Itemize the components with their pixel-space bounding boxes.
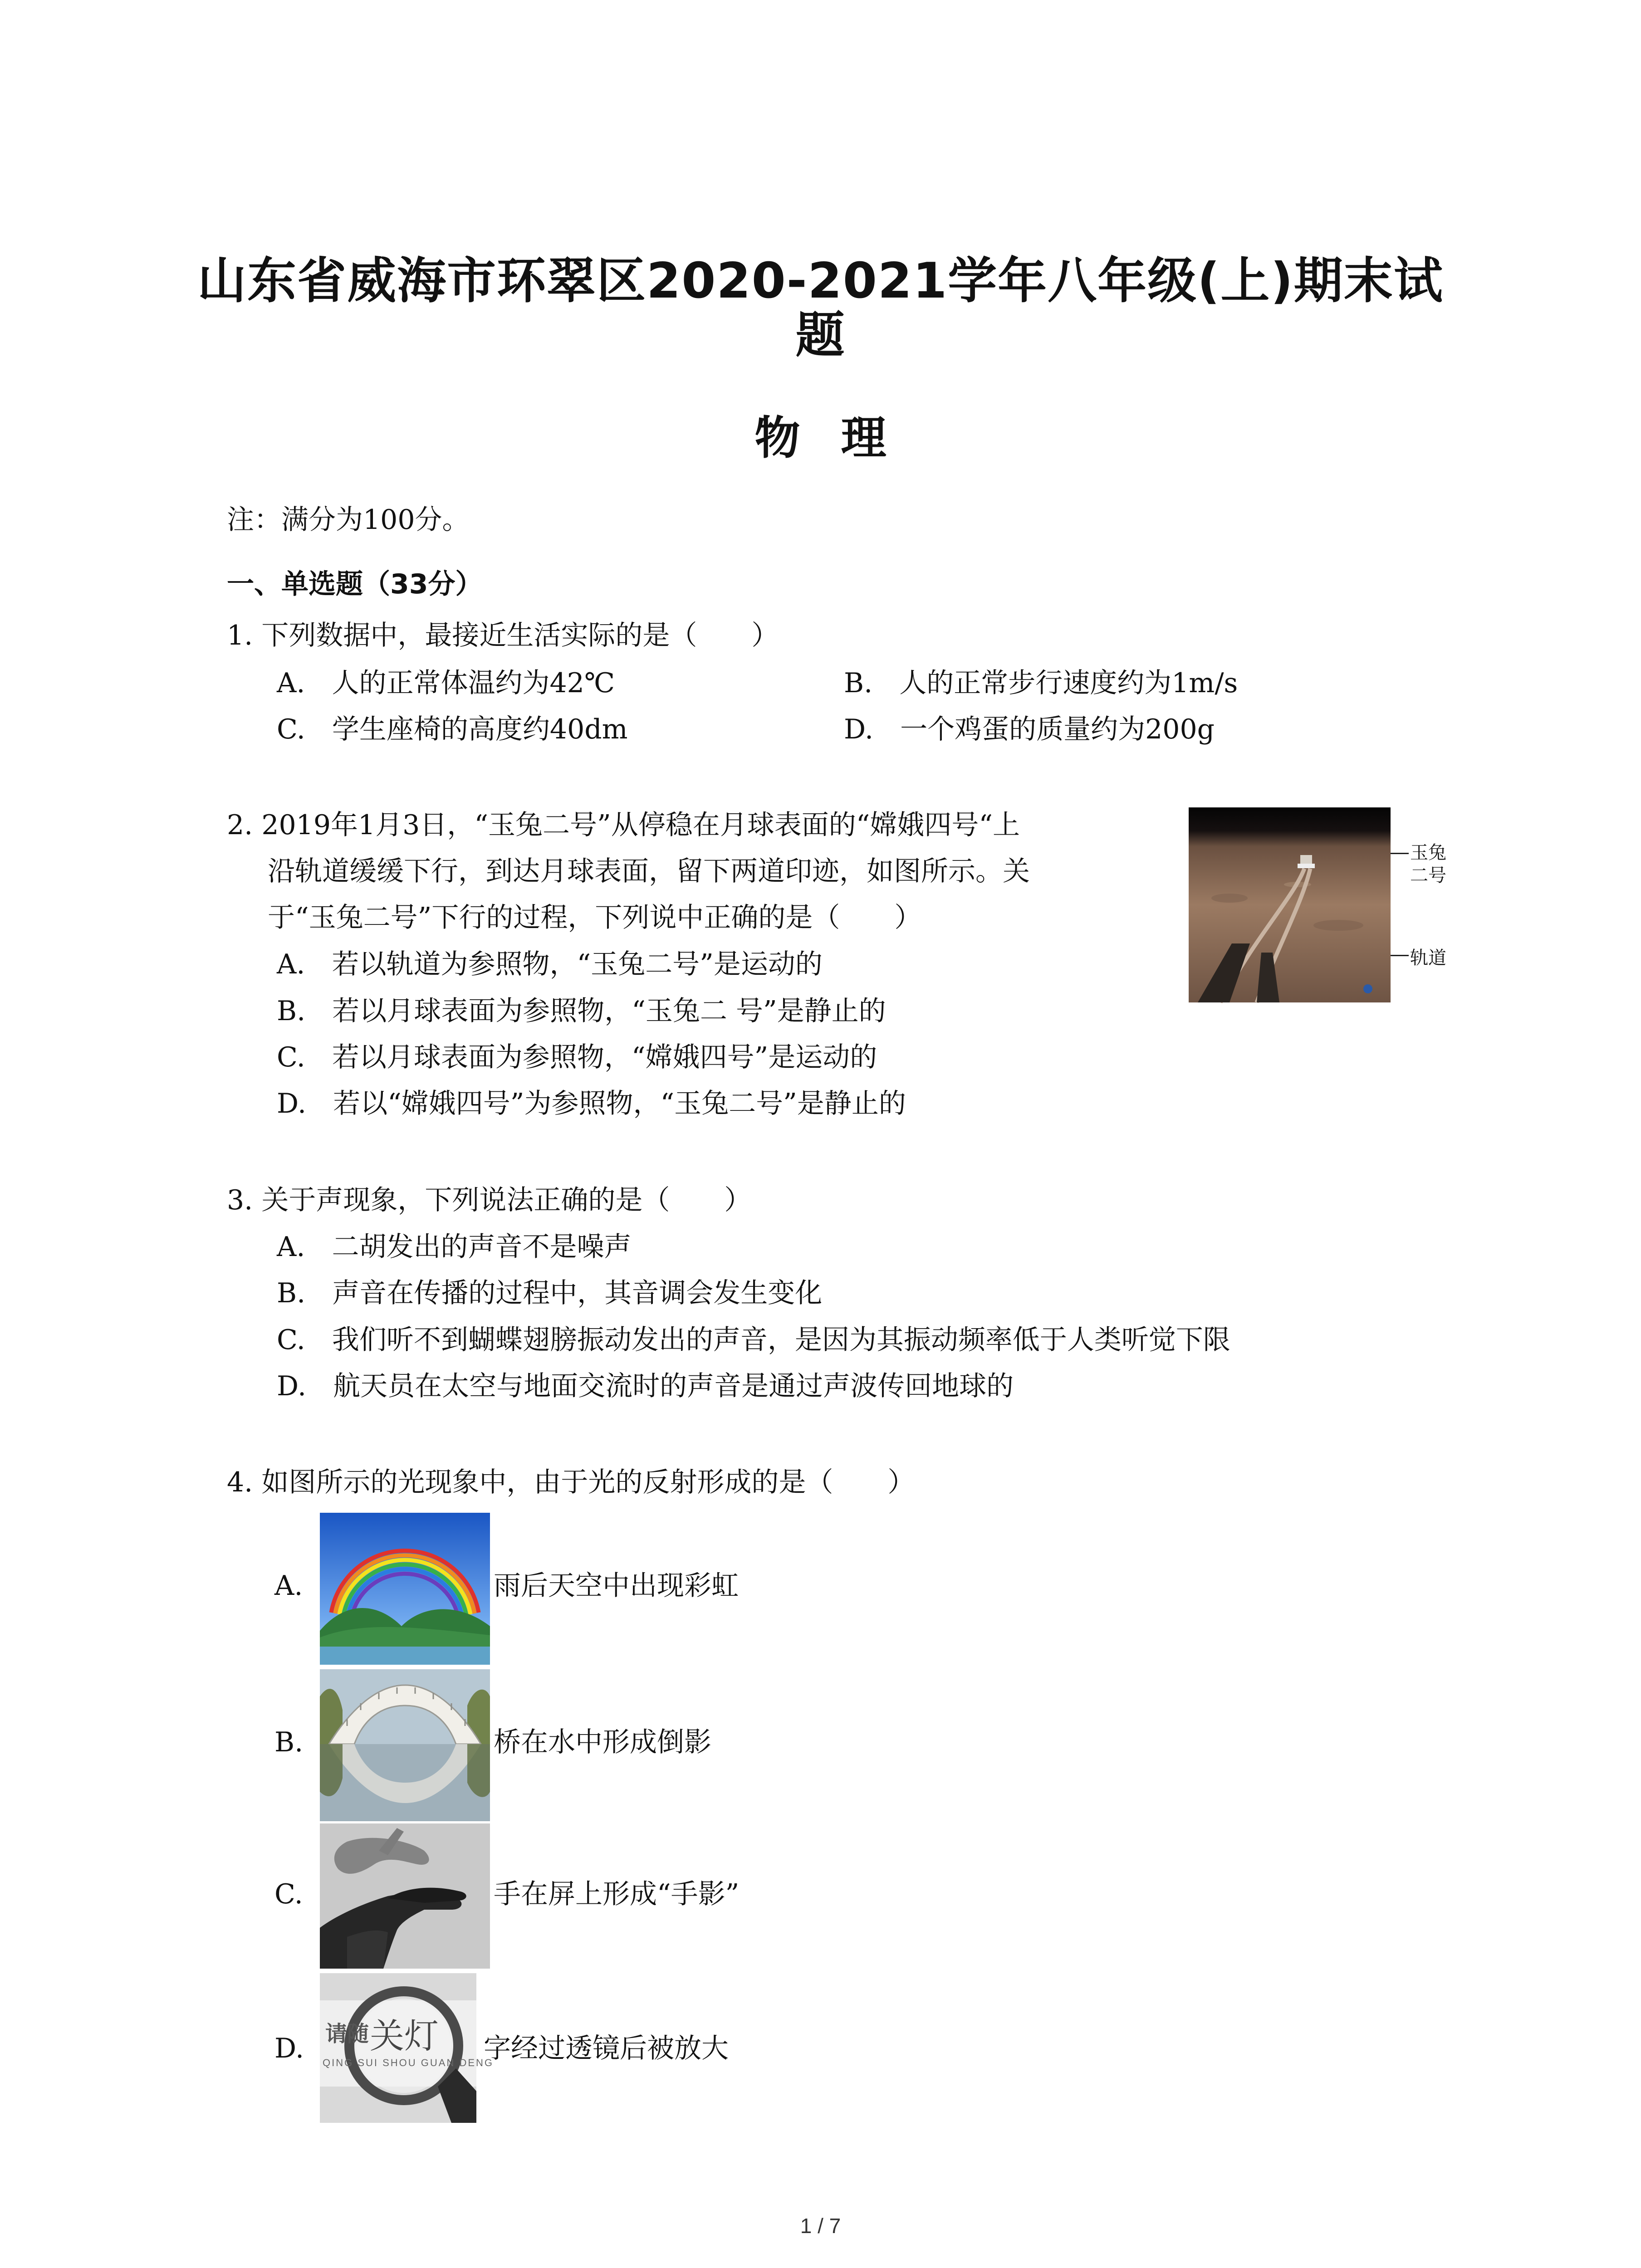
q1-option-c[interactable] — [277, 713, 628, 746]
moon-rover-figure — [1189, 807, 1391, 1002]
question-2-stem-line1: 2. 2019年1月3日，“玉兔二号”从停稳在月球表面的“嫦娥四号“上 — [227, 809, 1020, 841]
page-title: 山东省威海市环翠区2020-2021学年八年级(上)期末试 — [197, 253, 1444, 309]
option-text: 若以月球表面为参照物，“玉兔二 号”是静止的 — [332, 995, 886, 1027]
sign-pinyin: QING SUI SHOU GUAN DENG — [323, 2057, 494, 2068]
option-text: 二胡发出的声音不是噪声 — [332, 1231, 632, 1263]
option-label: A. — [277, 948, 305, 980]
question-2-stem-line2: 沿轨道缓缓下行，到达月球表面，留下两道印迹，如图所示。关 — [268, 855, 1030, 887]
hand-shadow-photo-icon — [320, 1823, 490, 1969]
question-2-stem-line3: 于“玉兔二号”下行的过程，下列说中正确的是（ ） — [268, 902, 922, 934]
option-text: 一个鸡蛋的质量约为200g — [900, 714, 1215, 745]
option-text: 人的正常步行速度约为1m/s — [899, 667, 1238, 699]
magnifier-photo-icon — [320, 1973, 494, 2123]
page-title-continued: 题 — [795, 307, 846, 364]
q1-option-a[interactable] — [277, 667, 615, 699]
option-label: D. — [277, 1370, 307, 1402]
q2-option-c[interactable] — [277, 1041, 877, 1074]
q4-option-d-label[interactable]: D. — [274, 2033, 304, 2064]
q3-option-d[interactable] — [277, 1370, 1014, 1403]
option-text: 我们听不到蝴蝶翅膀振动发出的声音，是因为其振动频率低于人类听觉下限 — [332, 1324, 1230, 1356]
moon-surface-image — [1189, 807, 1391, 1002]
option-label: B. — [844, 667, 873, 699]
score-note: 注：满分为100分。 — [227, 504, 470, 536]
q4-option-c-text[interactable]: 手在屏上形成“手影” — [494, 1878, 740, 1910]
question-1-stem: 1. 下列数据中，最接近生活实际的是（ ） — [227, 620, 779, 651]
option-text: 若以轨道为参照物，“玉兔二号”是运动的 — [332, 948, 823, 980]
option-label: A. — [277, 1231, 305, 1263]
question-4-stem: 4. 如图所示的光现象中，由于光的反射形成的是（ ） — [227, 1466, 915, 1498]
q2-option-d[interactable] — [277, 1087, 906, 1120]
q4-option-b-text[interactable]: 桥在水中形成倒影 — [494, 1726, 711, 1758]
subject-title: 物理 — [754, 411, 927, 464]
section-heading: 一、单选题（33分） — [227, 568, 483, 600]
page-number: 1 / 7 — [800, 2214, 841, 2238]
q4-option-d-text[interactable]: 字经过透镜后被放大 — [484, 2033, 729, 2064]
q1-option-d[interactable] — [844, 713, 1215, 746]
option-text: 航天员在太空与地面交流时的声音是通过声波传回地球的 — [333, 1370, 1014, 1402]
rover-label-line2: 二号 — [1410, 865, 1446, 885]
rover-label-line1: 玉兔 — [1410, 843, 1446, 863]
q3-option-b[interactable] — [277, 1277, 822, 1310]
q4-option-c-label[interactable]: C. — [274, 1878, 303, 1910]
option-text: 若以“嫦娥四号”为参照物，“玉兔二号”是静止的 — [333, 1088, 906, 1119]
option-label: C. — [277, 714, 305, 745]
track-label: 轨道 — [1410, 948, 1446, 968]
q1-option-b[interactable] — [844, 667, 1238, 699]
option-label: D. — [277, 1088, 307, 1119]
q4-option-a-text[interactable]: 雨后天空中出现彩虹 — [494, 1570, 739, 1602]
rover-label — [1410, 841, 1446, 887]
rainbow-photo-icon — [320, 1513, 490, 1665]
option-text: 人的正常体温约为42℃ — [332, 667, 615, 699]
q2-option-b[interactable] — [277, 995, 886, 1027]
q2-option-a[interactable] — [277, 948, 823, 981]
question-3-stem: 3. 关于声现象，下列说法正确的是（ ） — [227, 1184, 752, 1216]
option-label: B. — [277, 1277, 306, 1309]
q3-option-a[interactable] — [277, 1231, 631, 1263]
rover-pointer-line — [1391, 853, 1409, 854]
option-text: 学生座椅的高度约40dm — [332, 714, 628, 745]
bridge-reflection-photo-icon — [320, 1669, 490, 1821]
sign-magnified-chars: 关灯 — [370, 2016, 439, 2056]
option-text: 声音在传播的过程中，其音调会发生变化 — [332, 1277, 823, 1309]
q4-option-b-label[interactable]: B. — [274, 1726, 304, 1758]
option-label: D. — [844, 714, 874, 745]
option-label: A. — [277, 667, 305, 699]
track-pointer-line — [1391, 955, 1409, 956]
option-text: 若以月球表面为参照物，“嫦娥四号”是运动的 — [332, 1041, 877, 1073]
option-label: B. — [277, 995, 306, 1027]
sign-small-chars: 请随 — [325, 2021, 369, 2047]
option-label: C. — [277, 1041, 305, 1073]
q3-option-c[interactable] — [277, 1324, 1230, 1356]
option-label: C. — [277, 1324, 305, 1356]
q4-option-a-label[interactable]: A. — [274, 1570, 303, 1602]
